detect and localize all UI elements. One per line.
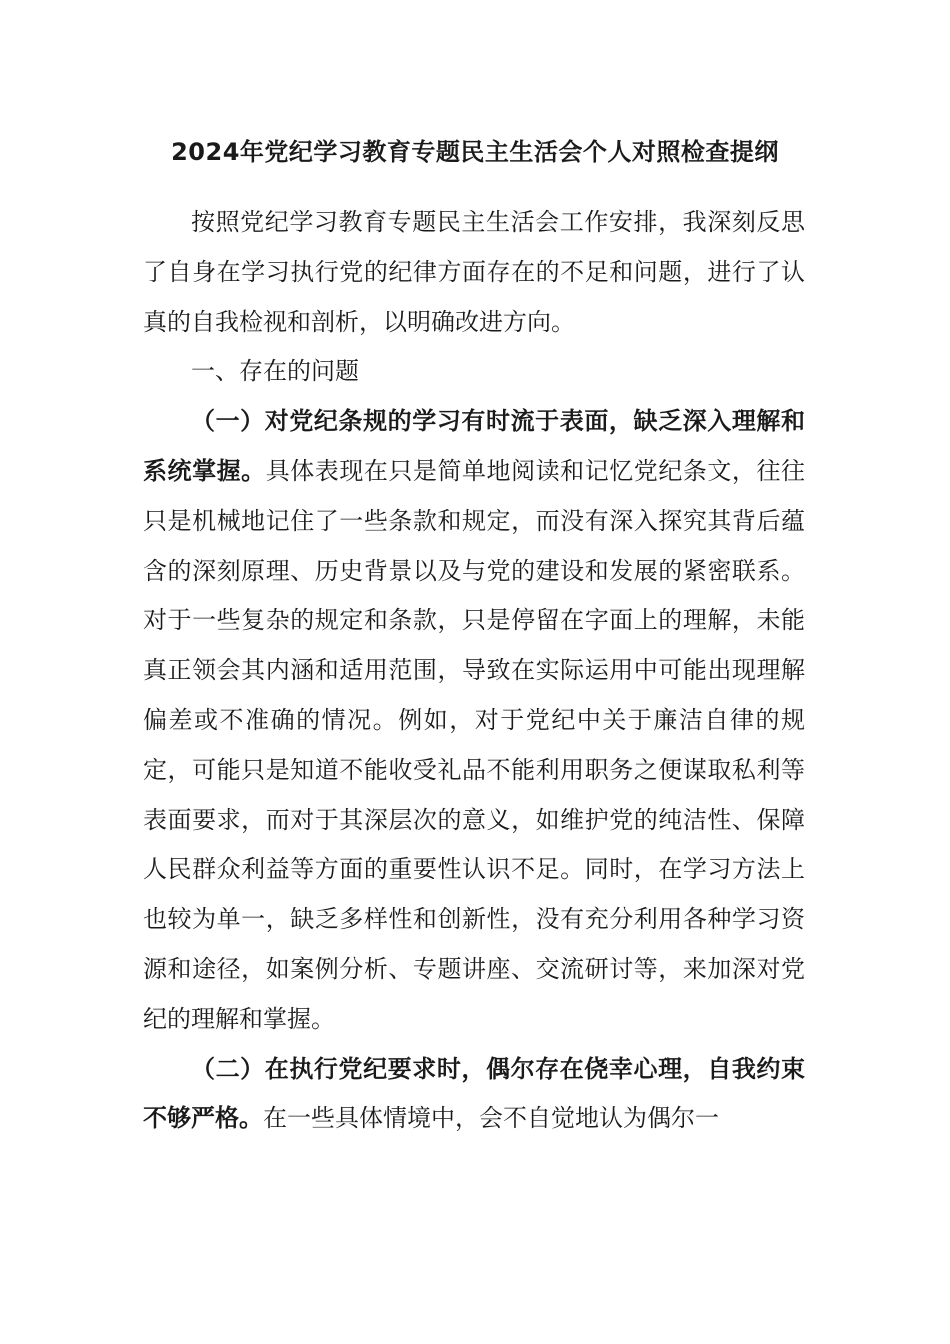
problem-item-2-heading: （二）在执行党纪要求时，偶尔存在侥幸心理，自我约束不够严格。	[143, 1054, 805, 1133]
problem-item-2	[143, 1045, 805, 1145]
problem-item-1	[143, 397, 805, 1044]
document-title: 2024年党纪学习教育专题民主生活会个人对照检查提纲	[171, 138, 779, 166]
problem-item-1-body: 具体表现在只是简单地阅读和记忆党纪条文，往往只是机械地记住了一些条款和规定，而没有深入探究其背后蕴含的深刻原理、历史背景以及与党的建设和发展的紧密联系。对于一些复杂的规定和条款，只是停留在字面上的理解，未能真正领会其内涵和适用范围，导致在实际运用中可能出现理解偏差或不准确的情况。例如，对于党纪中关于廉洁自律的规定，可能只是知道不能收受礼品不能利用职务之便谋取私利等表面要求，而对于其深层次的意义，如维护党的纯洁性、保障人民群众利益等方面的重要性认识不足。同时，在学习方法上也较为单一，缺乏多样性和创新性，没有充分利用各种学习资源和途径，如案例分析、专题讲座、交流研讨等，来加深对党纪的理解和掌握。	[143, 456, 806, 1033]
intro-paragraph: 按照党纪学习教育专题民主生活会工作安排，我深刻反思了自身在学习执行党的纪律方面存在的不足和问题，进行了认真的自我检视和剖析，以明确改进方向。	[143, 208, 805, 336]
document-body	[143, 198, 805, 1144]
section-heading-problems: 一、存在的问题	[191, 357, 359, 386]
problem-item-2-body: 在一些具体情境中，会不自觉地认为偶尔一	[263, 1104, 719, 1133]
problem-item-1-heading: （一）对党纪条规的学习有时流于表面，缺乏深入理解和系统掌握。	[143, 407, 805, 485]
